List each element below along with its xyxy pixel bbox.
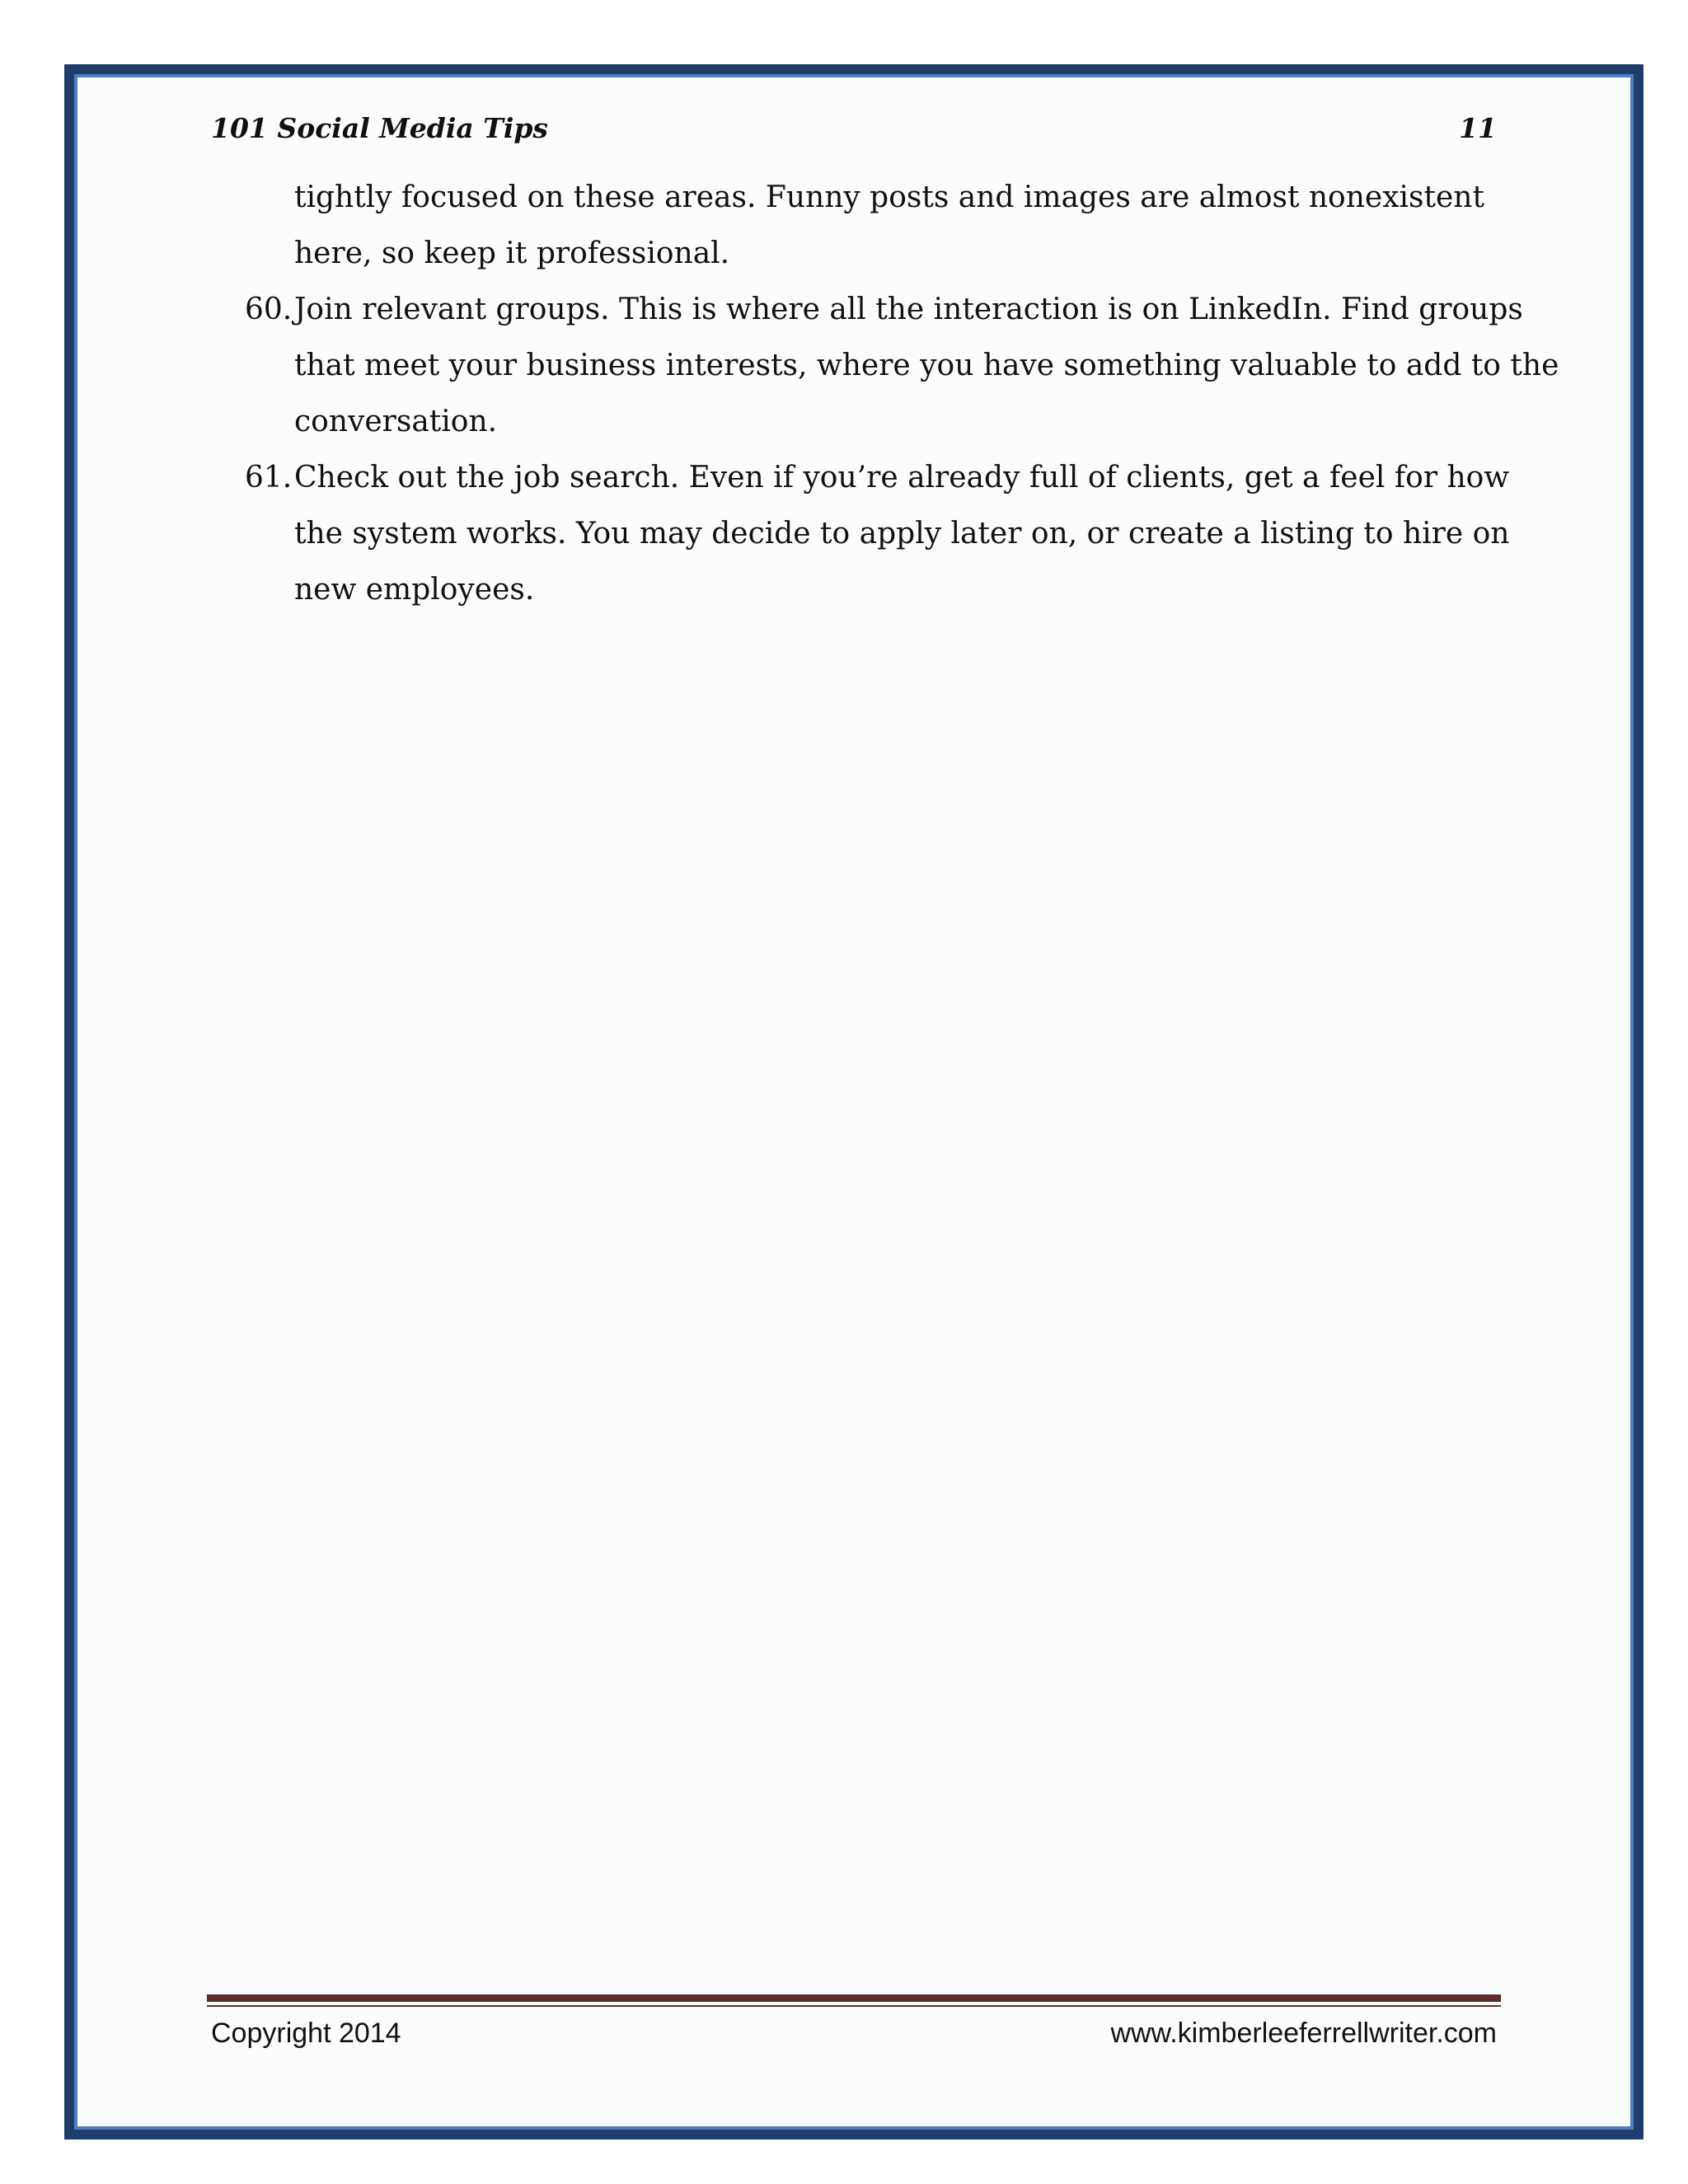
list-item-text: Check out the job search. Even if you’re already full of clients, get a feel for how the system works. You may decide to apply later on, or create a listing to hire on new employees. (294, 461, 1510, 607)
header-title: 101 Social Media Tips (211, 112, 549, 144)
page-border (64, 64, 1643, 2139)
list-item (245, 282, 1564, 450)
list-item-text: Join relevant groups. This is where all the interaction is on LinkedIn. Find groups that meet your business interests, where you have something valuable to add to the conversation. (294, 293, 1559, 438)
footer-copyright: Copyright 2014 (211, 2018, 401, 2049)
footer-divider-thin (207, 2005, 1501, 2007)
page-number: 11 (1459, 112, 1497, 144)
footer-divider (207, 1994, 1501, 2002)
page-area (77, 77, 1630, 2126)
continuation-paragraph: tightly focused on these areas. Funny posts and images are almost nonexistent here, so keep it professional. (294, 180, 1484, 270)
body-content (245, 170, 1564, 618)
footer-website: www.kimberleeferrellwriter.com (1110, 2018, 1497, 2049)
list-item (245, 450, 1564, 618)
list-item-number: 61. (245, 461, 293, 494)
list-item-number: 60. (245, 293, 293, 326)
